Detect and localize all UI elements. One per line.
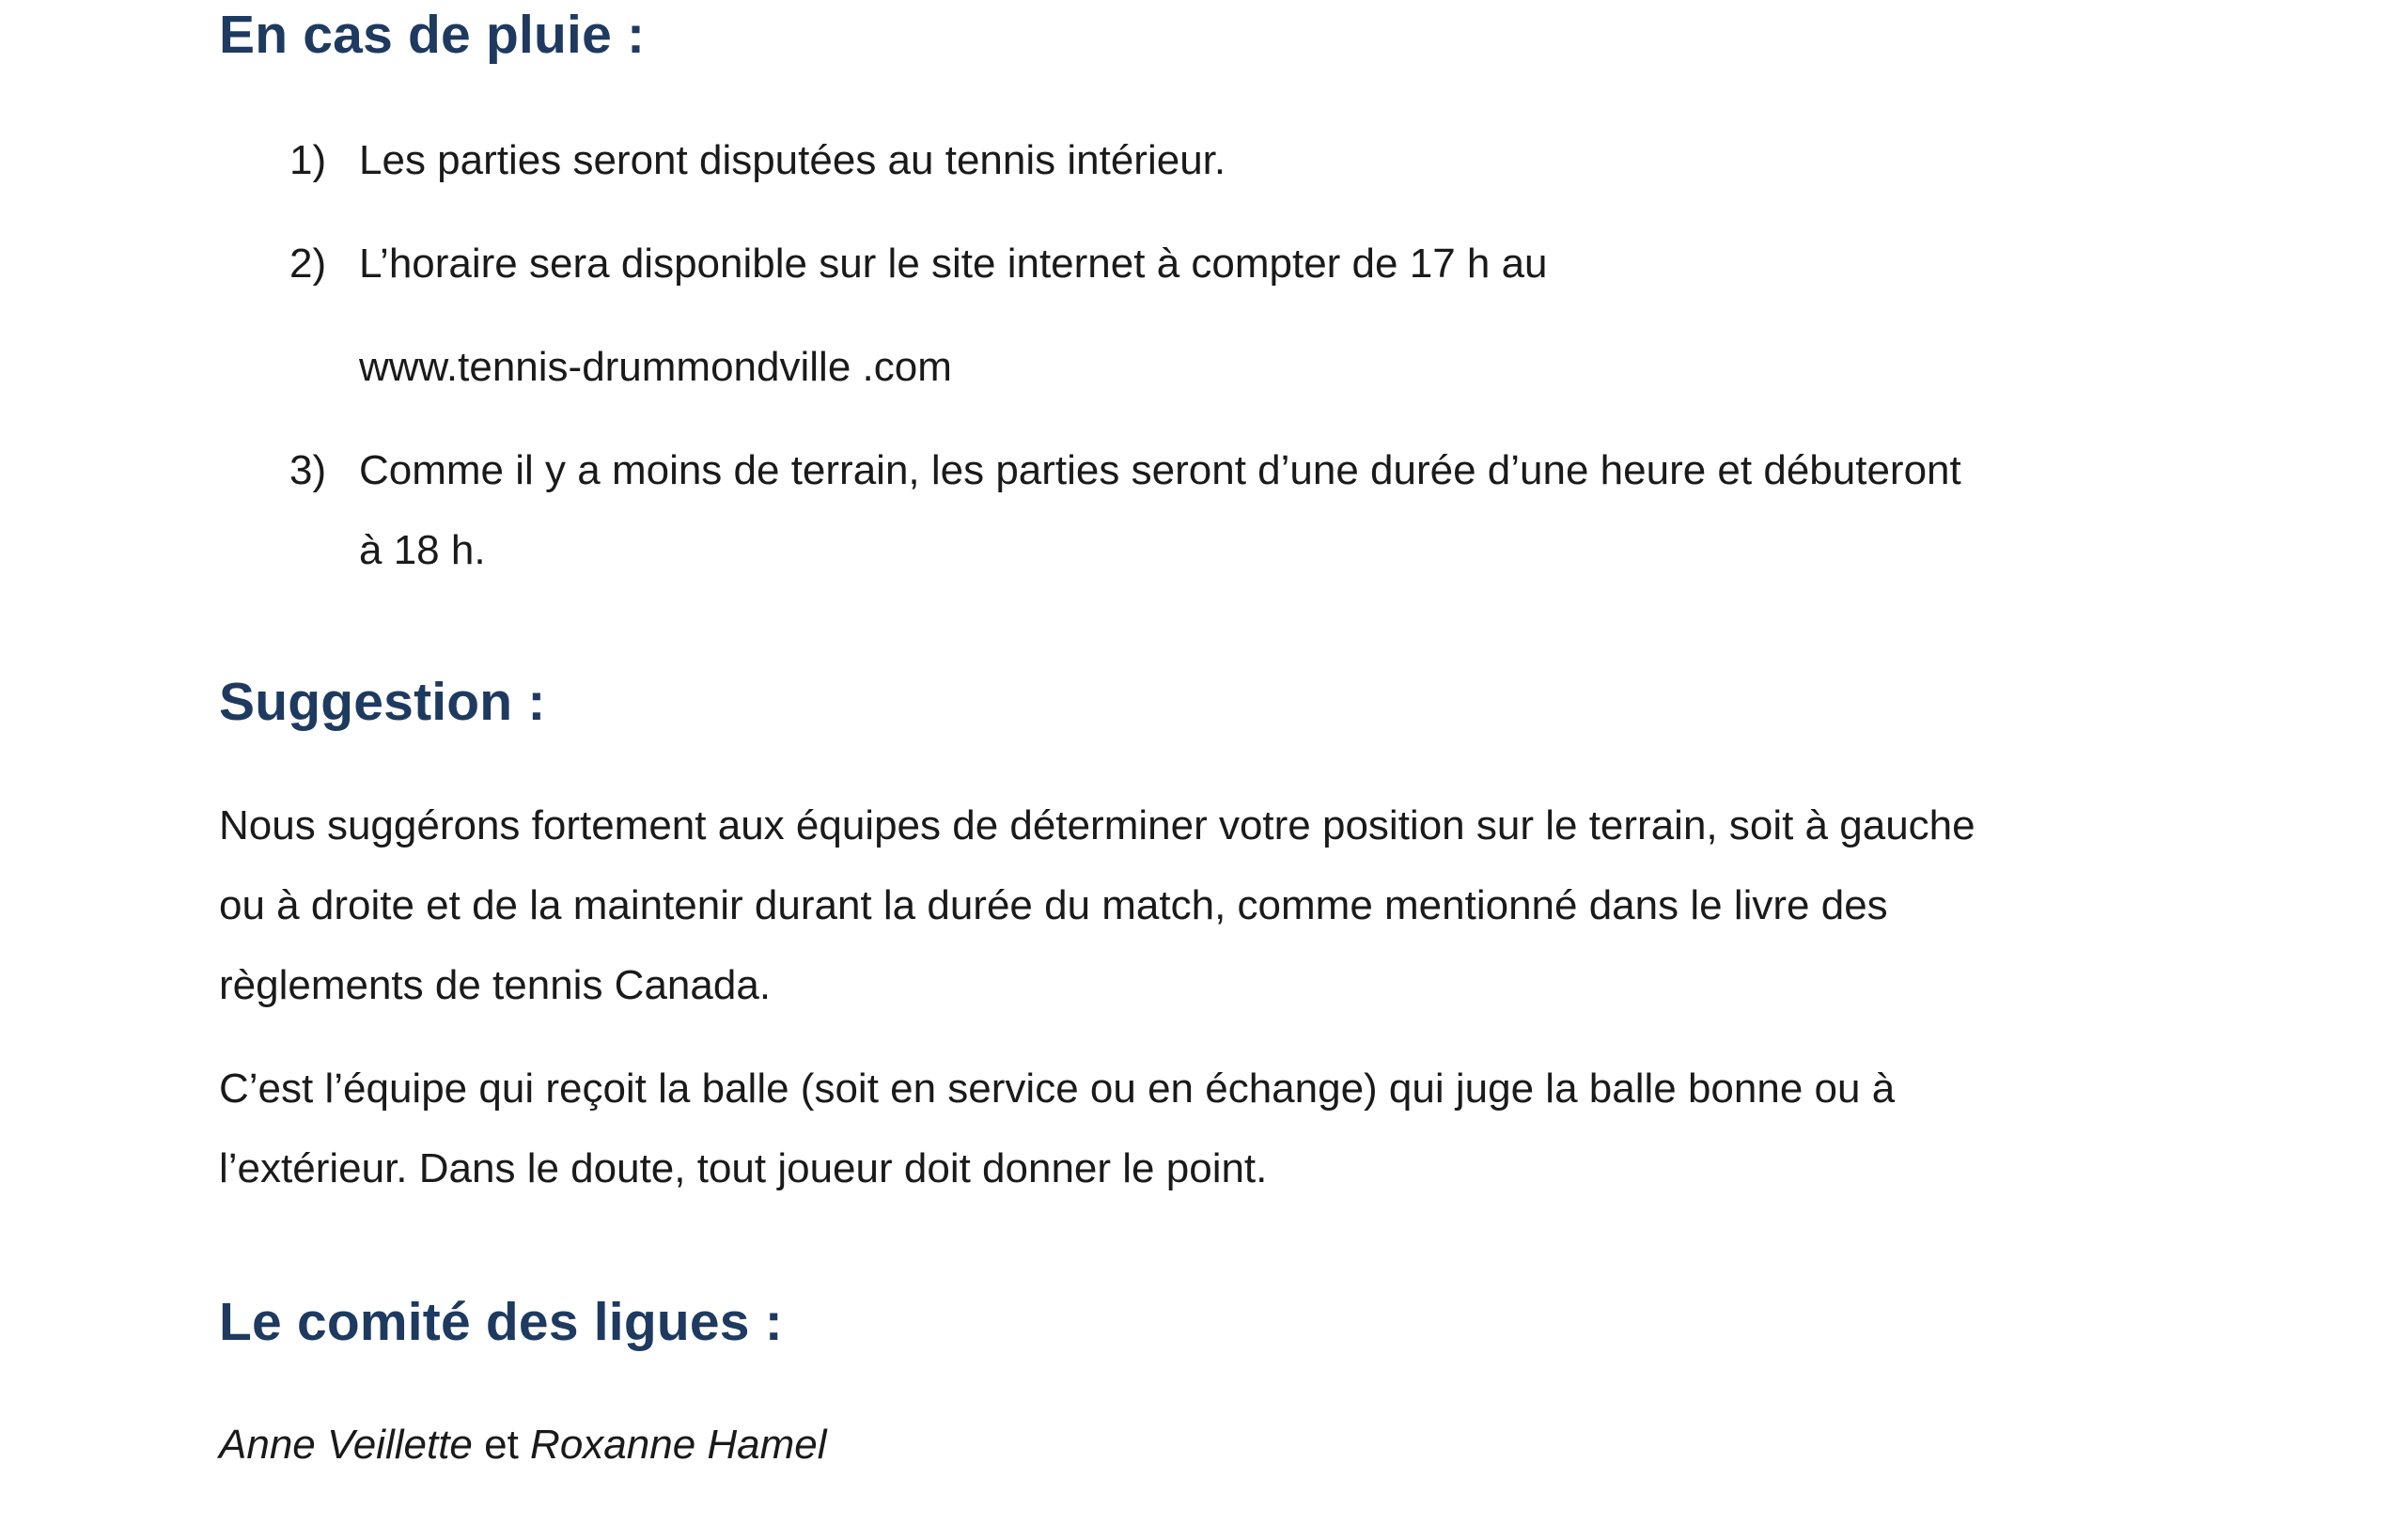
list-number: 1) xyxy=(289,137,327,183)
member-name-2: Roxanne Hamel xyxy=(530,1422,827,1468)
name-conjunction: et xyxy=(472,1422,531,1468)
heading-rain: En cas de pluie : xyxy=(219,5,646,65)
committee-signature xyxy=(219,1417,827,1473)
heading-suggestion: Suggestion : xyxy=(219,672,546,732)
list-text: Comme il y a moins de terrain, les parties seront d’une durée d’une heure et débuteront xyxy=(359,447,1961,493)
suggestion-paragraph-1-line-3: règlements de tennis Canada. xyxy=(219,962,772,1008)
list-number: 2) xyxy=(289,241,327,287)
list-number: 3) xyxy=(289,447,327,493)
website-url: www.tennis-drummondville .com xyxy=(359,344,952,390)
suggestion-paragraph-2-line-1: C’est l’équipe qui reçoit la balle (soit en service ou en échange) qui juge la balle bonne ou à xyxy=(219,1066,1896,1112)
member-name-1: Anne Veillette xyxy=(219,1422,473,1468)
suggestion-paragraph-2-line-2: l’extérieur. Dans le doute, tout joueur doit donner le point. xyxy=(219,1145,1268,1191)
list-text: L’horaire sera disponible sur le site internet à compter de 17 h au xyxy=(359,241,1548,287)
suggestion-paragraph-1-line-2: ou à droite et de la maintenir durant la durée du match, comme mentionné dans le livre des xyxy=(219,882,1888,928)
list-text: à 18 h. xyxy=(359,527,486,573)
heading-committee: Le comité des ligues : xyxy=(219,1292,783,1352)
document-page xyxy=(219,0,2183,1540)
list-text: Les parties seront disputées au tennis intérieur. xyxy=(359,137,1226,183)
suggestion-paragraph-1-line-1: Nous suggérons fortement aux équipes de déterminer votre position sur le terrain, soit à gauche xyxy=(219,802,1975,848)
